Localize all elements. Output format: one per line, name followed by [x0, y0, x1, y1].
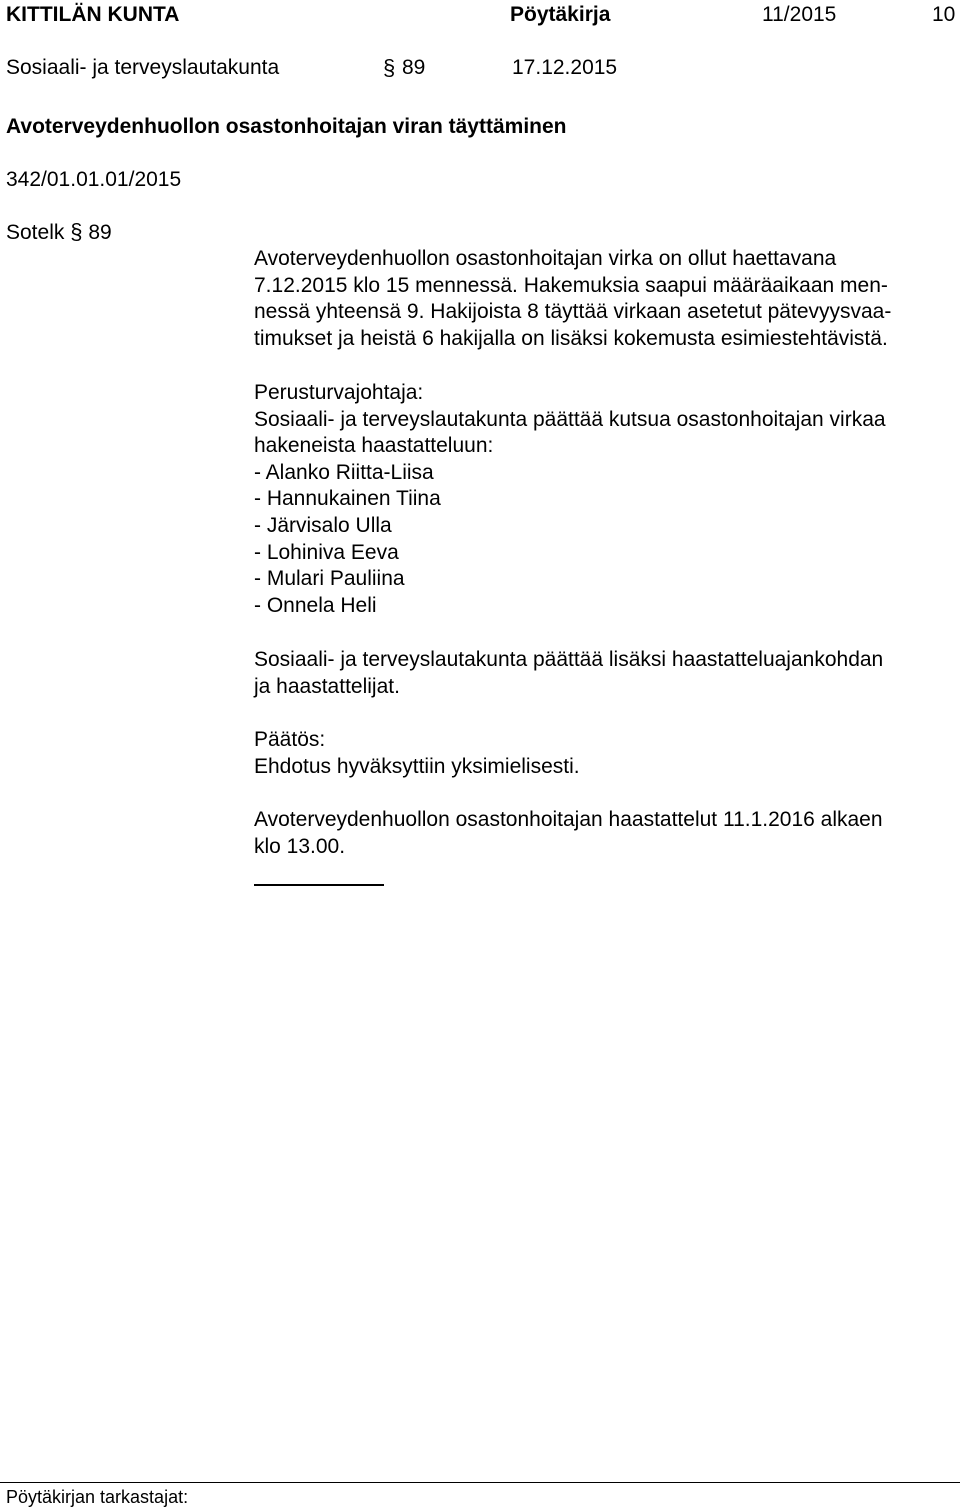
- sotelk-label: Sotelk: [6, 221, 65, 244]
- candidate-item: - Hannukainen Tiina: [254, 487, 441, 511]
- candidate-item: - Lohiniva Eeva: [254, 540, 399, 564]
- intro-line: nessä yhteensä 9. Hakijoista 8 täyttää virkaan asetetut pätevyysvaa-: [254, 300, 892, 324]
- meeting-date: 17.12.2015: [512, 56, 618, 79]
- decision-label: Päätös:: [254, 728, 326, 751]
- section-sign-icon: §: [383, 55, 396, 80]
- footer-label: Pöytäkirjan tarkastajat:: [6, 1487, 189, 1507]
- municipality-name: KITTILÄN KUNTA: [6, 3, 180, 26]
- candidate-item: - Järvisalo Ulla: [254, 513, 392, 537]
- followup-line: klo 13.00.: [254, 834, 346, 858]
- section-end-rule: [254, 884, 384, 886]
- section-sign-icon: §: [70, 219, 83, 244]
- proposal-section: [254, 380, 954, 619]
- decision-section: [254, 727, 954, 780]
- intro-line: Avoterveydenhuollon osastonhoitajan virka on ollut haettavana: [254, 247, 837, 270]
- record-id: 342/01.01.01/2015: [6, 168, 182, 191]
- proposal-additional-line: ja haastattelijat.: [254, 674, 400, 698]
- decision-text: Ehdotus hyväksyttiin yksimielisesti.: [254, 754, 580, 778]
- intro-line: timukset ja heistä 6 hakijalla on lisäksi kokemusta esimiestehtävistä.: [254, 326, 888, 350]
- candidate-item: - Mulari Pauliina: [254, 567, 405, 591]
- proposal-additional: [254, 647, 954, 700]
- intro-paragraph: [254, 246, 954, 352]
- proposal-line: Sosiaali- ja terveyslautakunta päättää kutsua osastonhoitajan virkaa: [254, 407, 886, 431]
- sotelk-reference: [6, 219, 112, 246]
- committee-name: Sosiaali- ja terveyslautakunta: [6, 56, 280, 79]
- proposal-additional-line: Sosiaali- ja terveyslautakunta päättää lisäksi haastatteluajankohdan: [254, 648, 884, 671]
- page-number: 10: [932, 3, 956, 26]
- document-type: Pöytäkirja: [510, 3, 611, 26]
- proposal-line: hakeneista haastatteluun:: [254, 434, 494, 458]
- document-number: 11/2015: [762, 3, 837, 26]
- section-number: 89: [402, 56, 426, 79]
- page-title: Avoterveydenhuollon osastonhoitajan viran täyttäminen: [6, 115, 567, 138]
- proposal-label: Perusturvajohtaja:: [254, 381, 424, 404]
- sotelk-number: 89: [88, 221, 112, 244]
- intro-line: 7.12.2015 klo 15 mennessä. Hakemuksia saapui määräaikaan men-: [254, 273, 888, 297]
- candidate-item: - Alanko Riitta-Liisa: [254, 460, 434, 484]
- followup-section: [254, 807, 954, 860]
- footer-divider: [0, 1482, 960, 1483]
- candidate-item: - Onnela Heli: [254, 593, 377, 617]
- followup-line: Avoterveydenhuollon osastonhoitajan haastattelut 11.1.2016 alkaen: [254, 808, 883, 831]
